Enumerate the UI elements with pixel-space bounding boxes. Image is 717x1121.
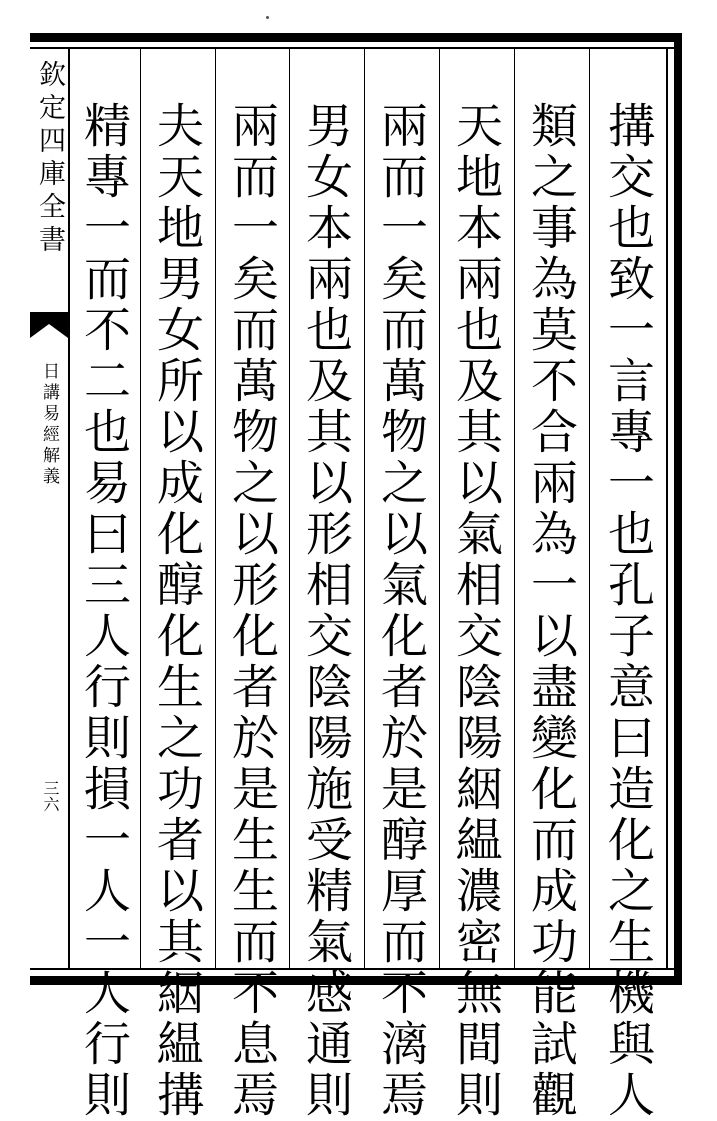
column-text: 夫天地男女所以成化醇化生之功者以其絪緼搆: [149, 101, 204, 1121]
text-column-5: [292, 49, 362, 1121]
ink-speck: [266, 16, 269, 19]
margin-page-number: 三六: [41, 780, 60, 812]
text-column-1: [594, 49, 664, 1121]
text-column-8: [70, 49, 140, 1121]
frame-top-border: [30, 33, 682, 42]
frame-right-border: [674, 33, 682, 985]
column-text: 搆交也致一言專一也孔子意曰造化之生機與人: [600, 101, 655, 1121]
text-column-7: [143, 49, 213, 1121]
text-column-6: [218, 49, 288, 1121]
column-text: 兩而一矣而萬物之以形化者於是生生而不息焉: [224, 101, 279, 1121]
fish-tail-mark-icon: [30, 312, 68, 338]
text-column-2: [517, 49, 587, 1121]
text-column-3: [442, 49, 512, 1121]
margin-book-title: 欽定四庫全書: [34, 60, 65, 258]
column-text: 類之事為莫不合兩為一以盡變化而成功能試觀: [523, 101, 578, 1121]
margin-volume-title: 日講易經解義: [39, 362, 59, 488]
column-text: 男女本兩也及其以形相交陰陽施受精氣感通則: [298, 101, 353, 1121]
column-text: 天地本兩也及其以氣相交陰陽絪緼濃密無間則: [448, 101, 503, 1121]
column-text: 兩而一矣而萬物之以氣化者於是醇厚而不漓焉: [373, 101, 428, 1121]
column-text: 精專一而不二也易曰三人行則損一人一人行則: [76, 101, 131, 1121]
text-column-4: [367, 49, 437, 1121]
frame-inner-right-border: [666, 47, 668, 970]
